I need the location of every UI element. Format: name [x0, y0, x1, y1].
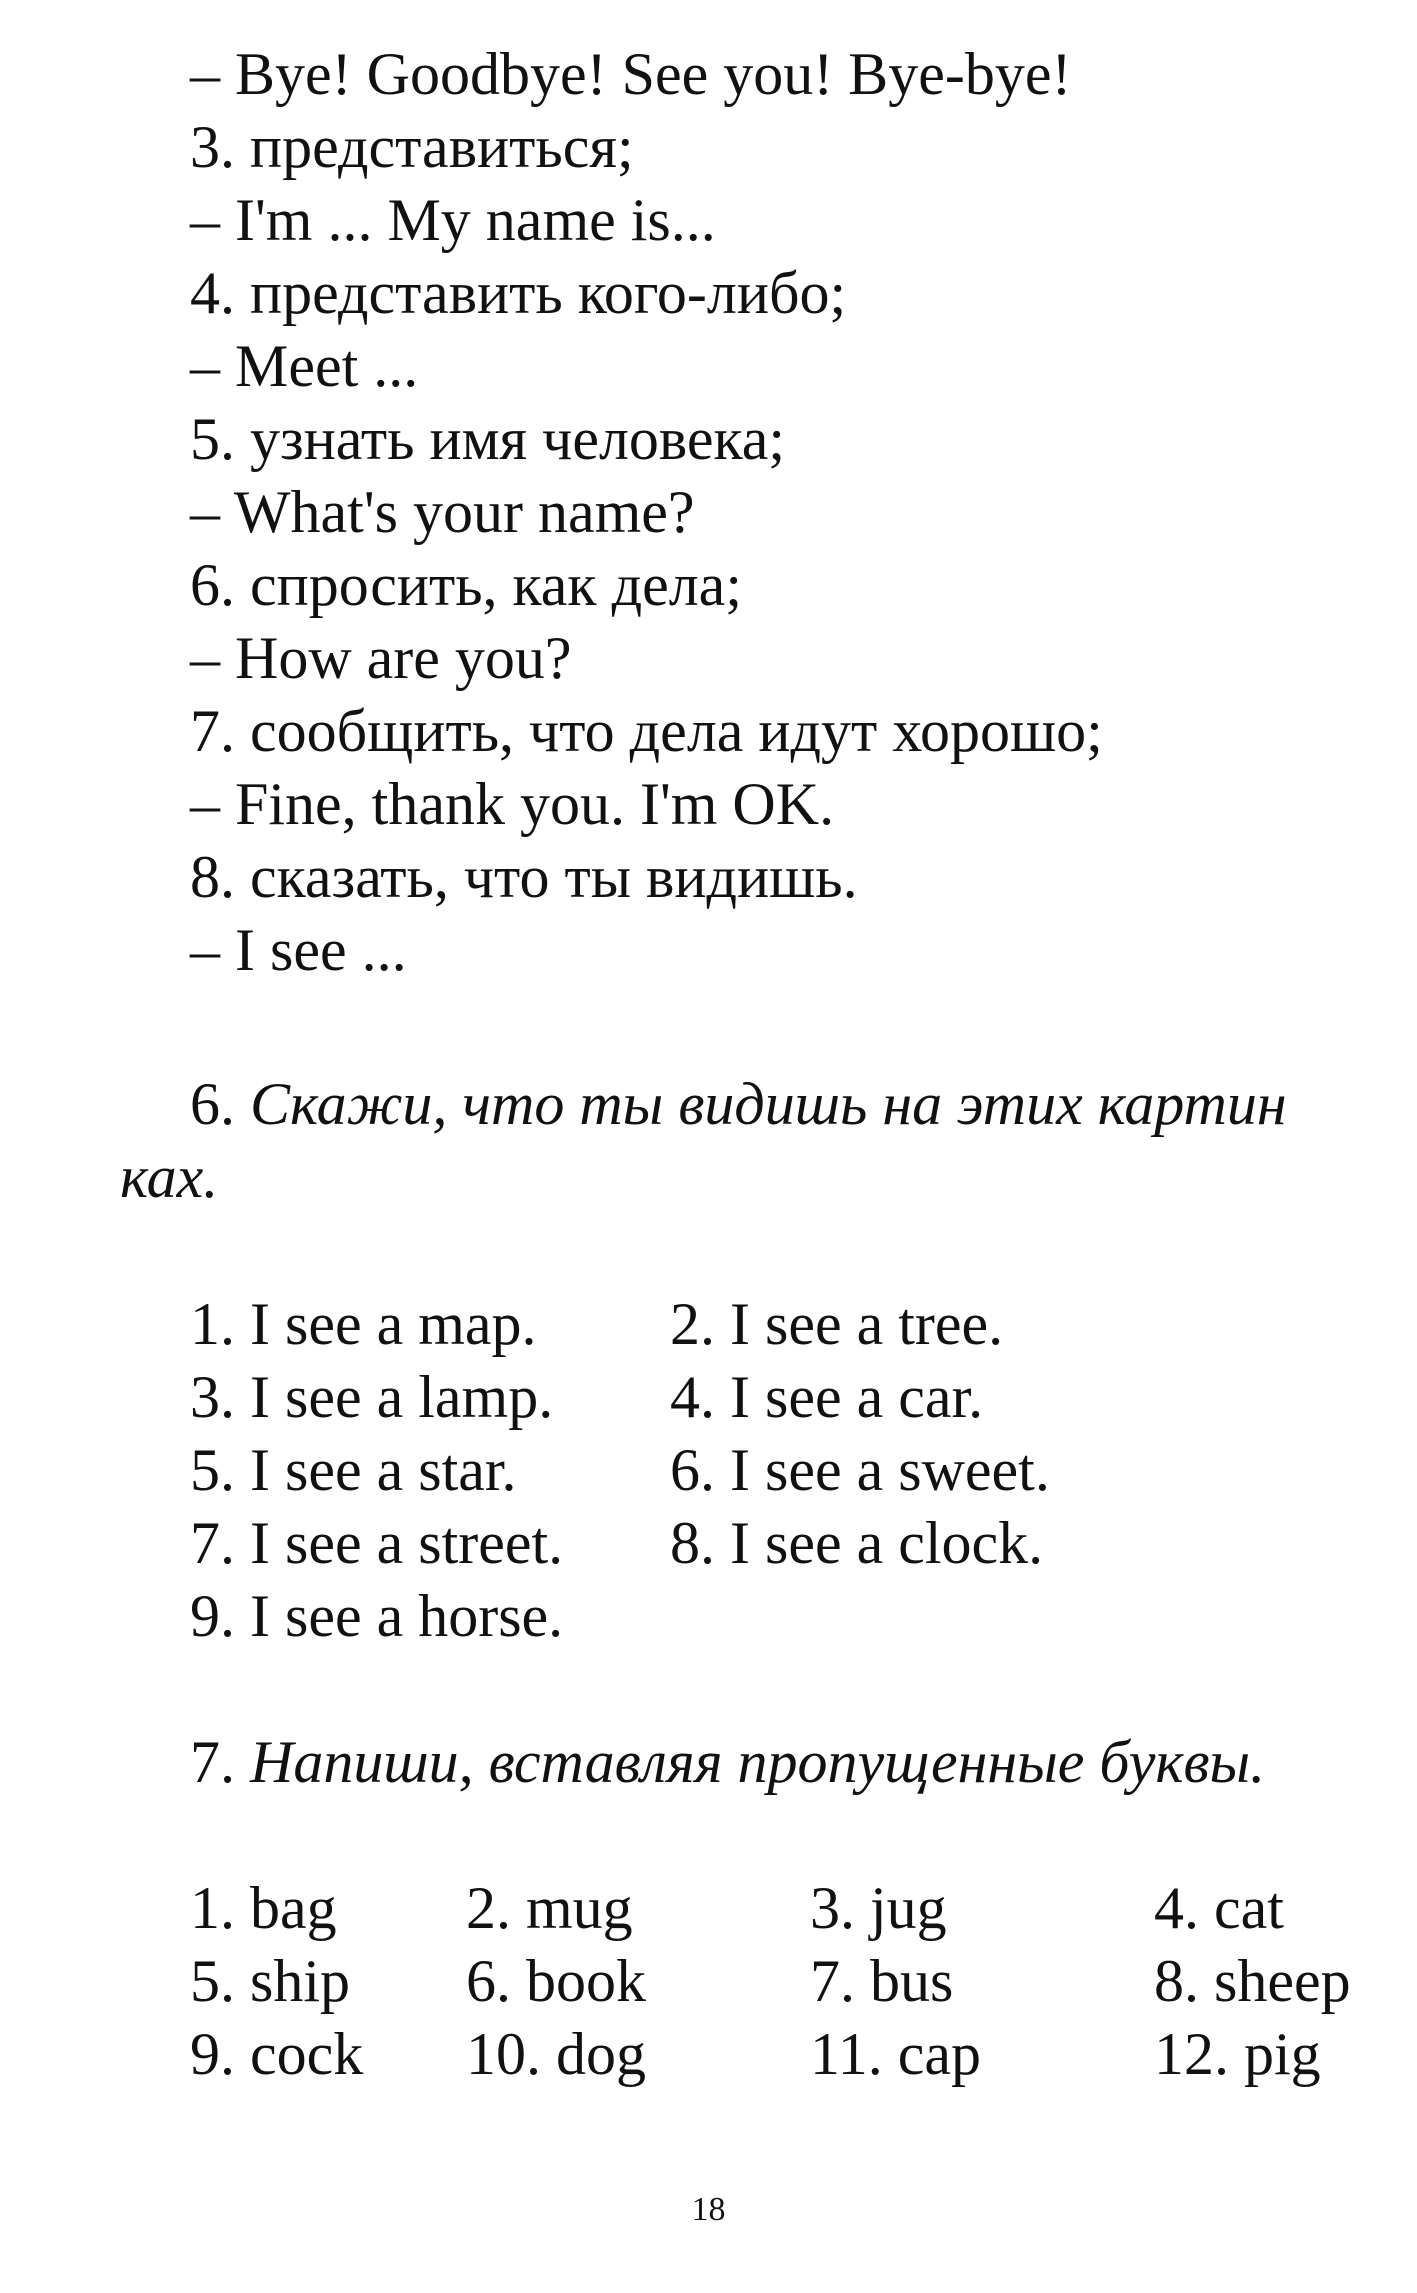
- word-item: 6. book: [466, 1948, 646, 2014]
- word-item: 9. cock: [190, 2021, 364, 2087]
- dialogue-line: – What's your name?: [190, 479, 695, 545]
- dialogue-line: – I'm ... My name is...: [190, 187, 716, 253]
- exercise-7-instruction: Напиши, вставляя пропущенные буквы.: [250, 1729, 1266, 1795]
- sentence: 5. I see a star.: [190, 1437, 517, 1503]
- sentence: 3. I see a lamp.: [190, 1364, 554, 1430]
- dialogue-line: – I see ...: [190, 917, 407, 983]
- exercise-7-heading: [190, 1726, 1265, 1798]
- exercise-7-number: 7.: [190, 1729, 235, 1795]
- sentence: 2. I see a tree.: [670, 1291, 1004, 1357]
- dialogue-line: – How are you?: [190, 625, 572, 691]
- word-item: 12. pig: [1154, 2021, 1321, 2087]
- word-item: 7. bus: [810, 1948, 954, 2014]
- word-item: 2. mug: [466, 1875, 633, 1941]
- sentence: 6. I see a sweet.: [670, 1437, 1050, 1503]
- exercise-6-heading: [190, 1068, 1287, 1140]
- dialogue-line: – Fine, thank you. I'm OK.: [190, 771, 835, 837]
- exercise-6-instruction-line1: Скажи, что ты видишь на этих картин: [250, 1071, 1287, 1137]
- sentence: 7. I see a street.: [190, 1510, 564, 1576]
- dialogue-line: – Meet ...: [190, 333, 419, 399]
- dialogue-line: 4. представить кого-либо;: [190, 260, 847, 326]
- dialogue-line: 7. сообщить, что дела идут хорошо;: [190, 698, 1103, 764]
- word-item: 3. jug: [810, 1875, 947, 1941]
- dialogue-line: 6. спросить, как дела;: [190, 552, 742, 618]
- word-item: 10. dog: [466, 2021, 646, 2087]
- exercise-6-number: 6.: [190, 1071, 235, 1137]
- word-item: 5. ship: [190, 1948, 351, 2014]
- dialogue-line: – Bye! Goodbye! See you! Bye-bye!: [190, 41, 1072, 107]
- sentence: 8. I see a clock.: [670, 1510, 1044, 1576]
- page-number: 18: [691, 2191, 726, 2228]
- word-item: 4. cat: [1154, 1875, 1284, 1941]
- word-item: 11. cap: [810, 2021, 982, 2087]
- sentence: 1. I see a map.: [190, 1291, 537, 1357]
- dialogue-line: 3. представиться;: [190, 114, 634, 180]
- dialogue-line: 8. сказать, что ты видишь.: [190, 844, 858, 910]
- word-item: 8. sheep: [1154, 1948, 1351, 2014]
- sentence: 4. I see a car.: [670, 1364, 984, 1430]
- dialogue-line: 5. узнать имя человека;: [190, 406, 786, 472]
- word-item: 1. bag: [190, 1875, 337, 1941]
- sentence: 9. I see a horse.: [190, 1583, 564, 1649]
- exercise-6-instruction-line2: ках.: [120, 1144, 219, 1210]
